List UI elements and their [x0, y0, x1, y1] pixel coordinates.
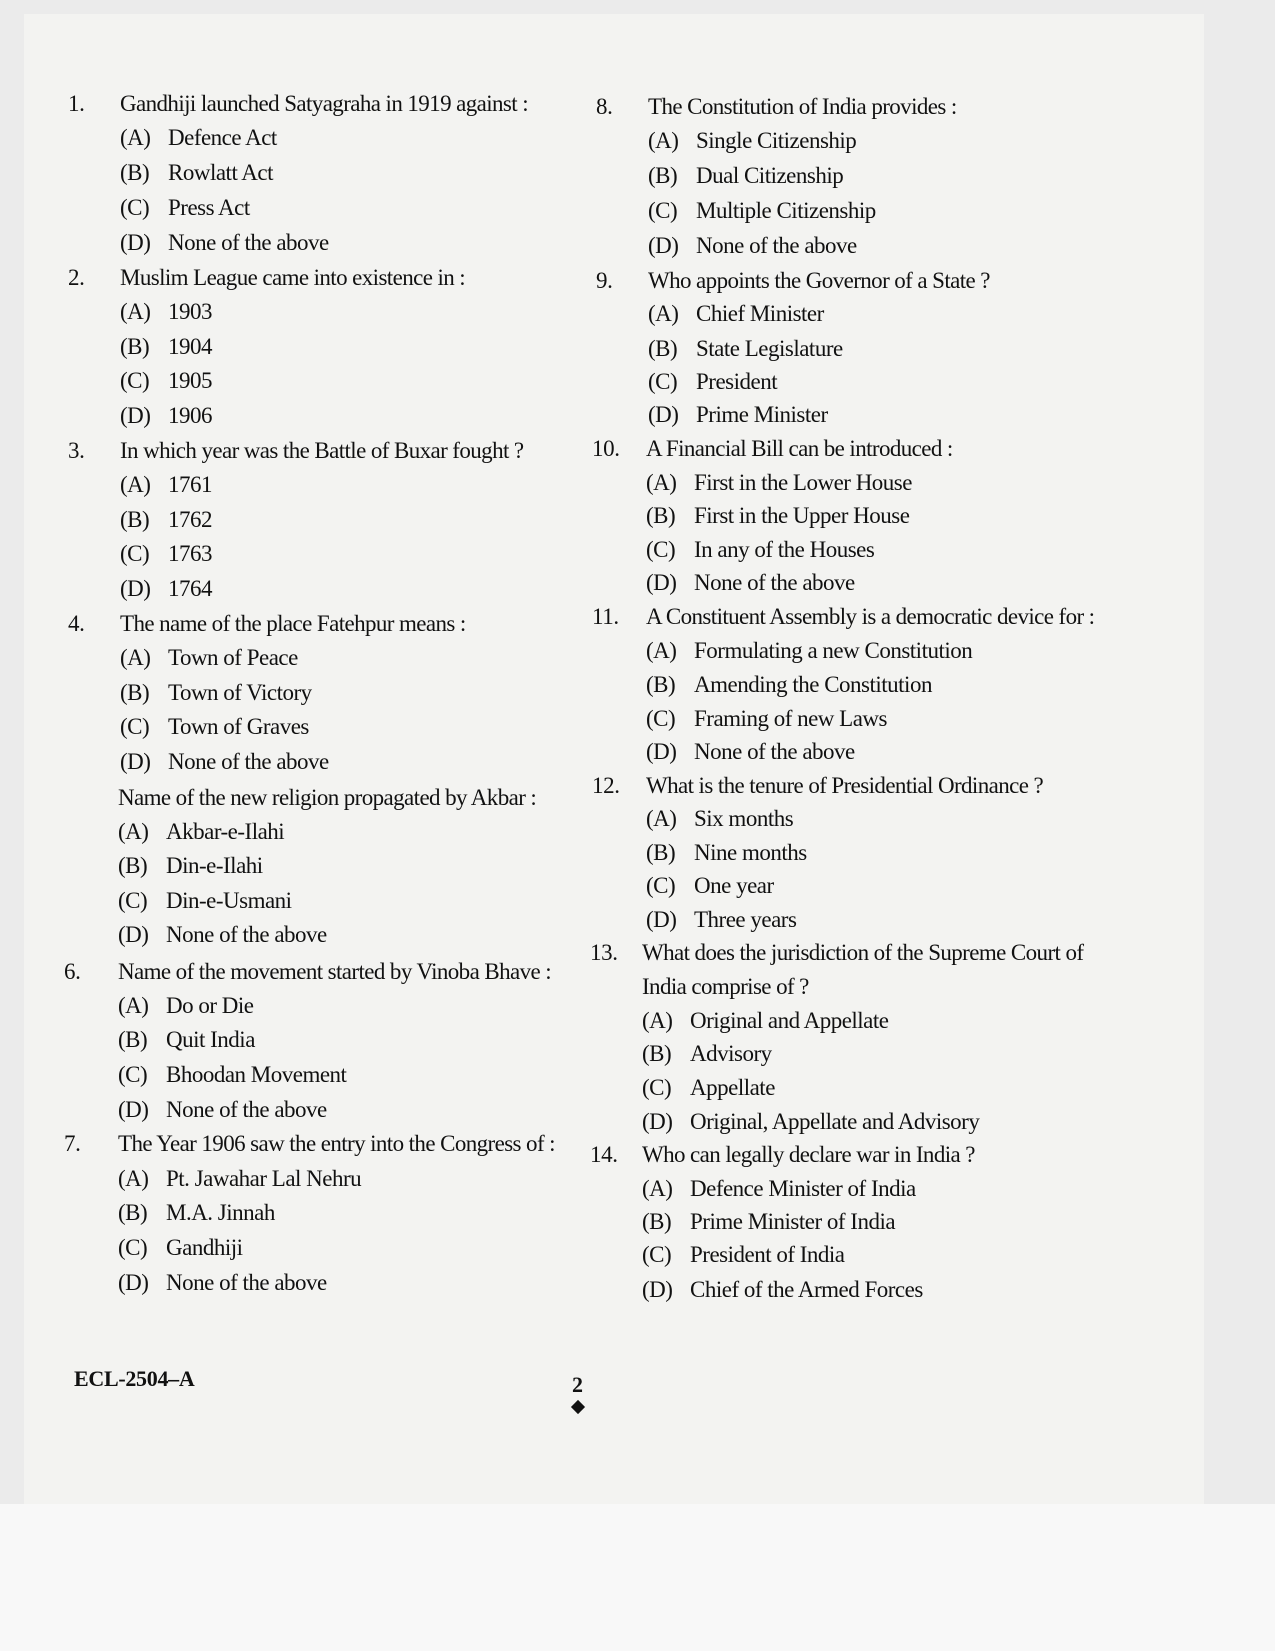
option-text: First in the Upper House — [694, 503, 910, 528]
question-5-option-a — [118, 819, 284, 845]
option-letter: (A) — [646, 806, 677, 831]
option-letter: (B) — [118, 1027, 148, 1052]
option-letter: (D) — [120, 230, 151, 255]
option-letter: (B) — [648, 336, 678, 361]
question-5-option-d — [118, 922, 327, 948]
option-text: None of the above — [168, 230, 329, 255]
option-letter: (B) — [120, 160, 150, 185]
question-8-number: 8. — [596, 94, 613, 119]
question-14-option-b — [642, 1209, 895, 1235]
question-2-text: Muslim League came into existence in : — [120, 265, 466, 290]
question-3-option-a — [120, 472, 212, 498]
option-letter: (D) — [646, 739, 677, 764]
question-10-option-b — [646, 503, 909, 529]
question-10-number: 10. — [592, 436, 620, 461]
option-text: None of the above — [696, 233, 857, 258]
option-text: None of the above — [166, 1270, 327, 1295]
option-text: Framing of new Laws — [694, 706, 887, 731]
option-text: 1764 — [168, 576, 212, 601]
question-12-option-d — [646, 907, 796, 933]
question-14-option-d — [642, 1277, 923, 1303]
option-letter: (A) — [642, 1008, 673, 1033]
option-text: President — [696, 369, 778, 394]
option-letter: (D) — [642, 1109, 673, 1134]
option-text: None of the above — [166, 1097, 327, 1122]
question-14-option-c — [642, 1242, 845, 1268]
option-text: Defence Minister of India — [690, 1176, 916, 1201]
option-letter: (B) — [646, 840, 676, 865]
option-text: 1903 — [168, 299, 212, 324]
question-1-option-a — [120, 125, 277, 151]
question-10-option-a — [646, 470, 912, 496]
option-letter: (C) — [642, 1242, 672, 1267]
option-text: Bhoodan Movement — [166, 1062, 347, 1087]
question-5-option-b — [118, 853, 263, 879]
question-2-number: 2. — [68, 265, 85, 290]
option-text: Advisory — [690, 1041, 772, 1066]
option-text: Formulating a new Constitution — [694, 638, 973, 663]
question-7-text: The Year 1906 saw the entry into the Congress of : — [118, 1131, 555, 1156]
option-text: Din-e-Ilahi — [166, 853, 263, 878]
option-letter: (A) — [120, 645, 151, 670]
question-13-text-line2: India comprise of ? — [642, 974, 809, 999]
question-14-option-a — [642, 1176, 916, 1202]
question-6-option-b — [118, 1027, 255, 1053]
option-letter: (A) — [118, 993, 149, 1018]
paper-code: ECL-2504–A — [74, 1366, 195, 1391]
question-1-option-b — [120, 160, 273, 186]
option-letter: (A) — [646, 470, 677, 495]
page-number: 2 — [572, 1372, 583, 1397]
option-letter: (A) — [646, 638, 677, 663]
option-text: None of the above — [166, 922, 327, 947]
option-text: None of the above — [694, 739, 855, 764]
option-letter: (C) — [646, 706, 676, 731]
question-6-text: Name of the movement started by Vinoba Bhave : — [118, 959, 552, 984]
question-5-option-c — [118, 888, 292, 914]
option-text: Prime Minister of India — [690, 1209, 896, 1234]
option-letter: (D) — [120, 403, 151, 428]
question-1-text: Gandhiji launched Satyagraha in 1919 against : — [120, 91, 529, 116]
question-11-text: A Constituent Assembly is a democratic device for : — [646, 604, 1095, 629]
option-text: 1906 — [168, 403, 212, 428]
option-text: Chief Minister — [696, 301, 824, 326]
option-letter: (B) — [120, 334, 150, 359]
question-6-option-c — [118, 1062, 346, 1088]
question-13-number: 13. — [590, 940, 618, 965]
option-letter: (B) — [642, 1041, 672, 1066]
option-letter: (C) — [120, 368, 150, 393]
question-13-option-a — [642, 1008, 889, 1034]
question-14-number: 14. — [590, 1142, 618, 1167]
option-letter: (C) — [120, 195, 150, 220]
option-letter: (A) — [118, 819, 149, 844]
question-11-option-b — [646, 672, 932, 698]
question-11-option-c — [646, 706, 887, 732]
option-letter: (C) — [642, 1075, 672, 1100]
option-text: Amending the Constitution — [694, 672, 932, 697]
question-10-text: A Financial Bill can be introduced : — [646, 436, 953, 461]
option-letter: (B) — [120, 507, 150, 532]
option-letter: (C) — [118, 1062, 148, 1087]
option-text: M.A. Jinnah — [166, 1200, 275, 1225]
question-7-option-b — [118, 1200, 275, 1226]
option-text: 1763 — [168, 541, 212, 566]
question-7-option-a — [118, 1166, 361, 1192]
option-letter: (D) — [118, 922, 149, 947]
question-12-text: What is the tenure of Presidential Ordinance ? — [646, 773, 1044, 798]
question-4-option-a — [120, 645, 298, 671]
option-text: Pt. Jawahar Lal Nehru — [166, 1166, 362, 1191]
question-8-text: The Constitution of India provides : — [648, 94, 957, 119]
option-letter: (D) — [118, 1270, 149, 1295]
question-12-option-b — [646, 840, 807, 866]
option-letter: (A) — [120, 299, 151, 324]
option-text: Multiple Citizenship — [696, 198, 876, 223]
option-letter: (C) — [646, 873, 676, 898]
option-text: Chief of the Armed Forces — [690, 1277, 923, 1302]
option-text: Town of Peace — [168, 645, 298, 670]
question-8-option-c — [648, 198, 876, 224]
question-2-option-c — [120, 368, 212, 394]
question-7-number: 7. — [64, 1131, 81, 1156]
question-8-option-d — [648, 233, 857, 259]
option-text: Prime Minister — [696, 402, 828, 427]
option-letter: (B) — [646, 503, 676, 528]
option-letter: (D) — [120, 749, 151, 774]
option-text: First in the Lower House — [694, 470, 912, 495]
option-letter: (B) — [118, 853, 148, 878]
option-text: 1762 — [168, 507, 212, 532]
option-letter: (C) — [120, 714, 150, 739]
option-letter: (D) — [646, 570, 677, 595]
question-9-text: Who appoints the Governor of a State ? — [648, 268, 990, 293]
question-4-text: The name of the place Fatehpur means : — [120, 611, 466, 636]
option-text: Quit India — [166, 1027, 255, 1052]
option-letter: (D) — [120, 576, 151, 601]
option-text: President of India — [690, 1242, 845, 1267]
option-text: Appellate — [690, 1075, 775, 1100]
question-9-option-a — [648, 301, 824, 327]
question-11-number: 11. — [592, 604, 619, 629]
option-letter: (A) — [118, 1166, 149, 1191]
option-text: Six months — [694, 806, 794, 831]
question-13-option-c — [642, 1075, 775, 1101]
question-3-text: In which year was the Battle of Buxar fought ? — [120, 438, 524, 463]
option-text: Rowlatt Act — [168, 160, 274, 185]
question-9-number: 9. — [596, 268, 613, 293]
option-text: In any of the Houses — [694, 537, 875, 562]
question-6-option-a — [118, 993, 253, 1019]
question-13-option-d — [642, 1109, 979, 1135]
option-text: 1761 — [168, 472, 212, 497]
question-12-number: 12. — [592, 773, 620, 798]
option-text: Nine months — [694, 840, 807, 865]
question-2-option-d — [120, 403, 212, 429]
question-12-option-a — [646, 806, 793, 832]
option-text: Do or Die — [166, 993, 254, 1018]
question-9-option-b — [648, 336, 843, 362]
question-6-option-d — [118, 1097, 327, 1123]
question-4-number: 4. — [68, 611, 85, 636]
option-letter: (C) — [648, 369, 678, 394]
option-letter: (C) — [118, 1235, 148, 1260]
option-letter: (D) — [648, 402, 679, 427]
question-1-number: 1. — [68, 91, 85, 116]
option-letter: (C) — [646, 537, 676, 562]
option-letter: (A) — [648, 128, 679, 153]
option-text: None of the above — [694, 570, 855, 595]
question-3-number: 3. — [68, 438, 85, 463]
option-letter: (A) — [642, 1176, 673, 1201]
question-13-option-b — [642, 1041, 772, 1067]
option-text: 1905 — [168, 368, 212, 393]
option-letter: (D) — [118, 1097, 149, 1122]
question-9-option-d — [648, 402, 828, 428]
question-10-option-c — [646, 537, 874, 563]
question-11-option-a — [646, 638, 972, 664]
option-text: Single Citizenship — [696, 128, 857, 153]
option-text: Press Act — [168, 195, 250, 220]
question-8-option-a — [648, 128, 856, 154]
question-13-text: What does the jurisdiction of the Supreme Court of — [642, 940, 1084, 965]
question-2-option-b — [120, 334, 212, 360]
option-letter: (B) — [642, 1209, 672, 1234]
question-6-number: 6. — [64, 959, 81, 984]
option-text: Gandhiji — [166, 1235, 243, 1260]
option-letter: (B) — [118, 1200, 148, 1225]
scan-margin — [0, 1504, 1275, 1651]
question-14-text: Who can legally declare war in India ? — [642, 1142, 975, 1167]
question-11-option-d — [646, 739, 855, 765]
option-text: 1904 — [168, 334, 212, 359]
question-4-option-b — [120, 680, 312, 706]
question-7-option-d — [118, 1270, 327, 1296]
option-text: Akbar-e-Ilahi — [166, 819, 285, 844]
option-text: Original and Appellate — [690, 1008, 889, 1033]
option-letter: (D) — [642, 1277, 673, 1302]
option-text: Din-e-Usmani — [166, 888, 292, 913]
question-2-option-a — [120, 299, 212, 325]
question-10-option-d — [646, 570, 855, 596]
question-3-option-c — [120, 541, 212, 567]
option-text: Town of Victory — [168, 680, 312, 705]
question-4-option-c — [120, 714, 309, 740]
option-letter: (C) — [648, 198, 678, 223]
option-text: Dual Citizenship — [696, 163, 844, 188]
option-text: One year — [694, 873, 774, 898]
option-text: State Legislature — [696, 336, 843, 361]
question-8-option-b — [648, 163, 843, 189]
option-letter: (D) — [648, 233, 679, 258]
question-1-option-c — [120, 195, 250, 221]
option-letter: (A) — [120, 125, 151, 150]
option-letter: (B) — [646, 672, 676, 697]
option-text: Town of Graves — [168, 714, 309, 739]
question-9-option-c — [648, 369, 777, 395]
question-7-option-c — [118, 1235, 243, 1261]
option-letter: (A) — [648, 301, 679, 326]
option-text: Defence Act — [168, 125, 277, 150]
option-text: None of the above — [168, 749, 329, 774]
option-letter: (C) — [120, 541, 150, 566]
question-1-option-d — [120, 230, 329, 256]
option-text: Three years — [694, 907, 797, 932]
option-letter: (C) — [118, 888, 148, 913]
option-letter: (A) — [120, 472, 151, 497]
option-letter: (B) — [120, 680, 150, 705]
question-4-option-d — [120, 749, 329, 775]
question-3-option-d — [120, 576, 212, 602]
question-5-text: Name of the new religion propagated by Akbar : — [118, 785, 537, 810]
question-3-option-b — [120, 507, 212, 533]
question-12-option-c — [646, 873, 774, 899]
option-letter: (B) — [648, 163, 678, 188]
option-text: Original, Appellate and Advisory — [690, 1109, 980, 1134]
option-letter: (D) — [646, 907, 677, 932]
